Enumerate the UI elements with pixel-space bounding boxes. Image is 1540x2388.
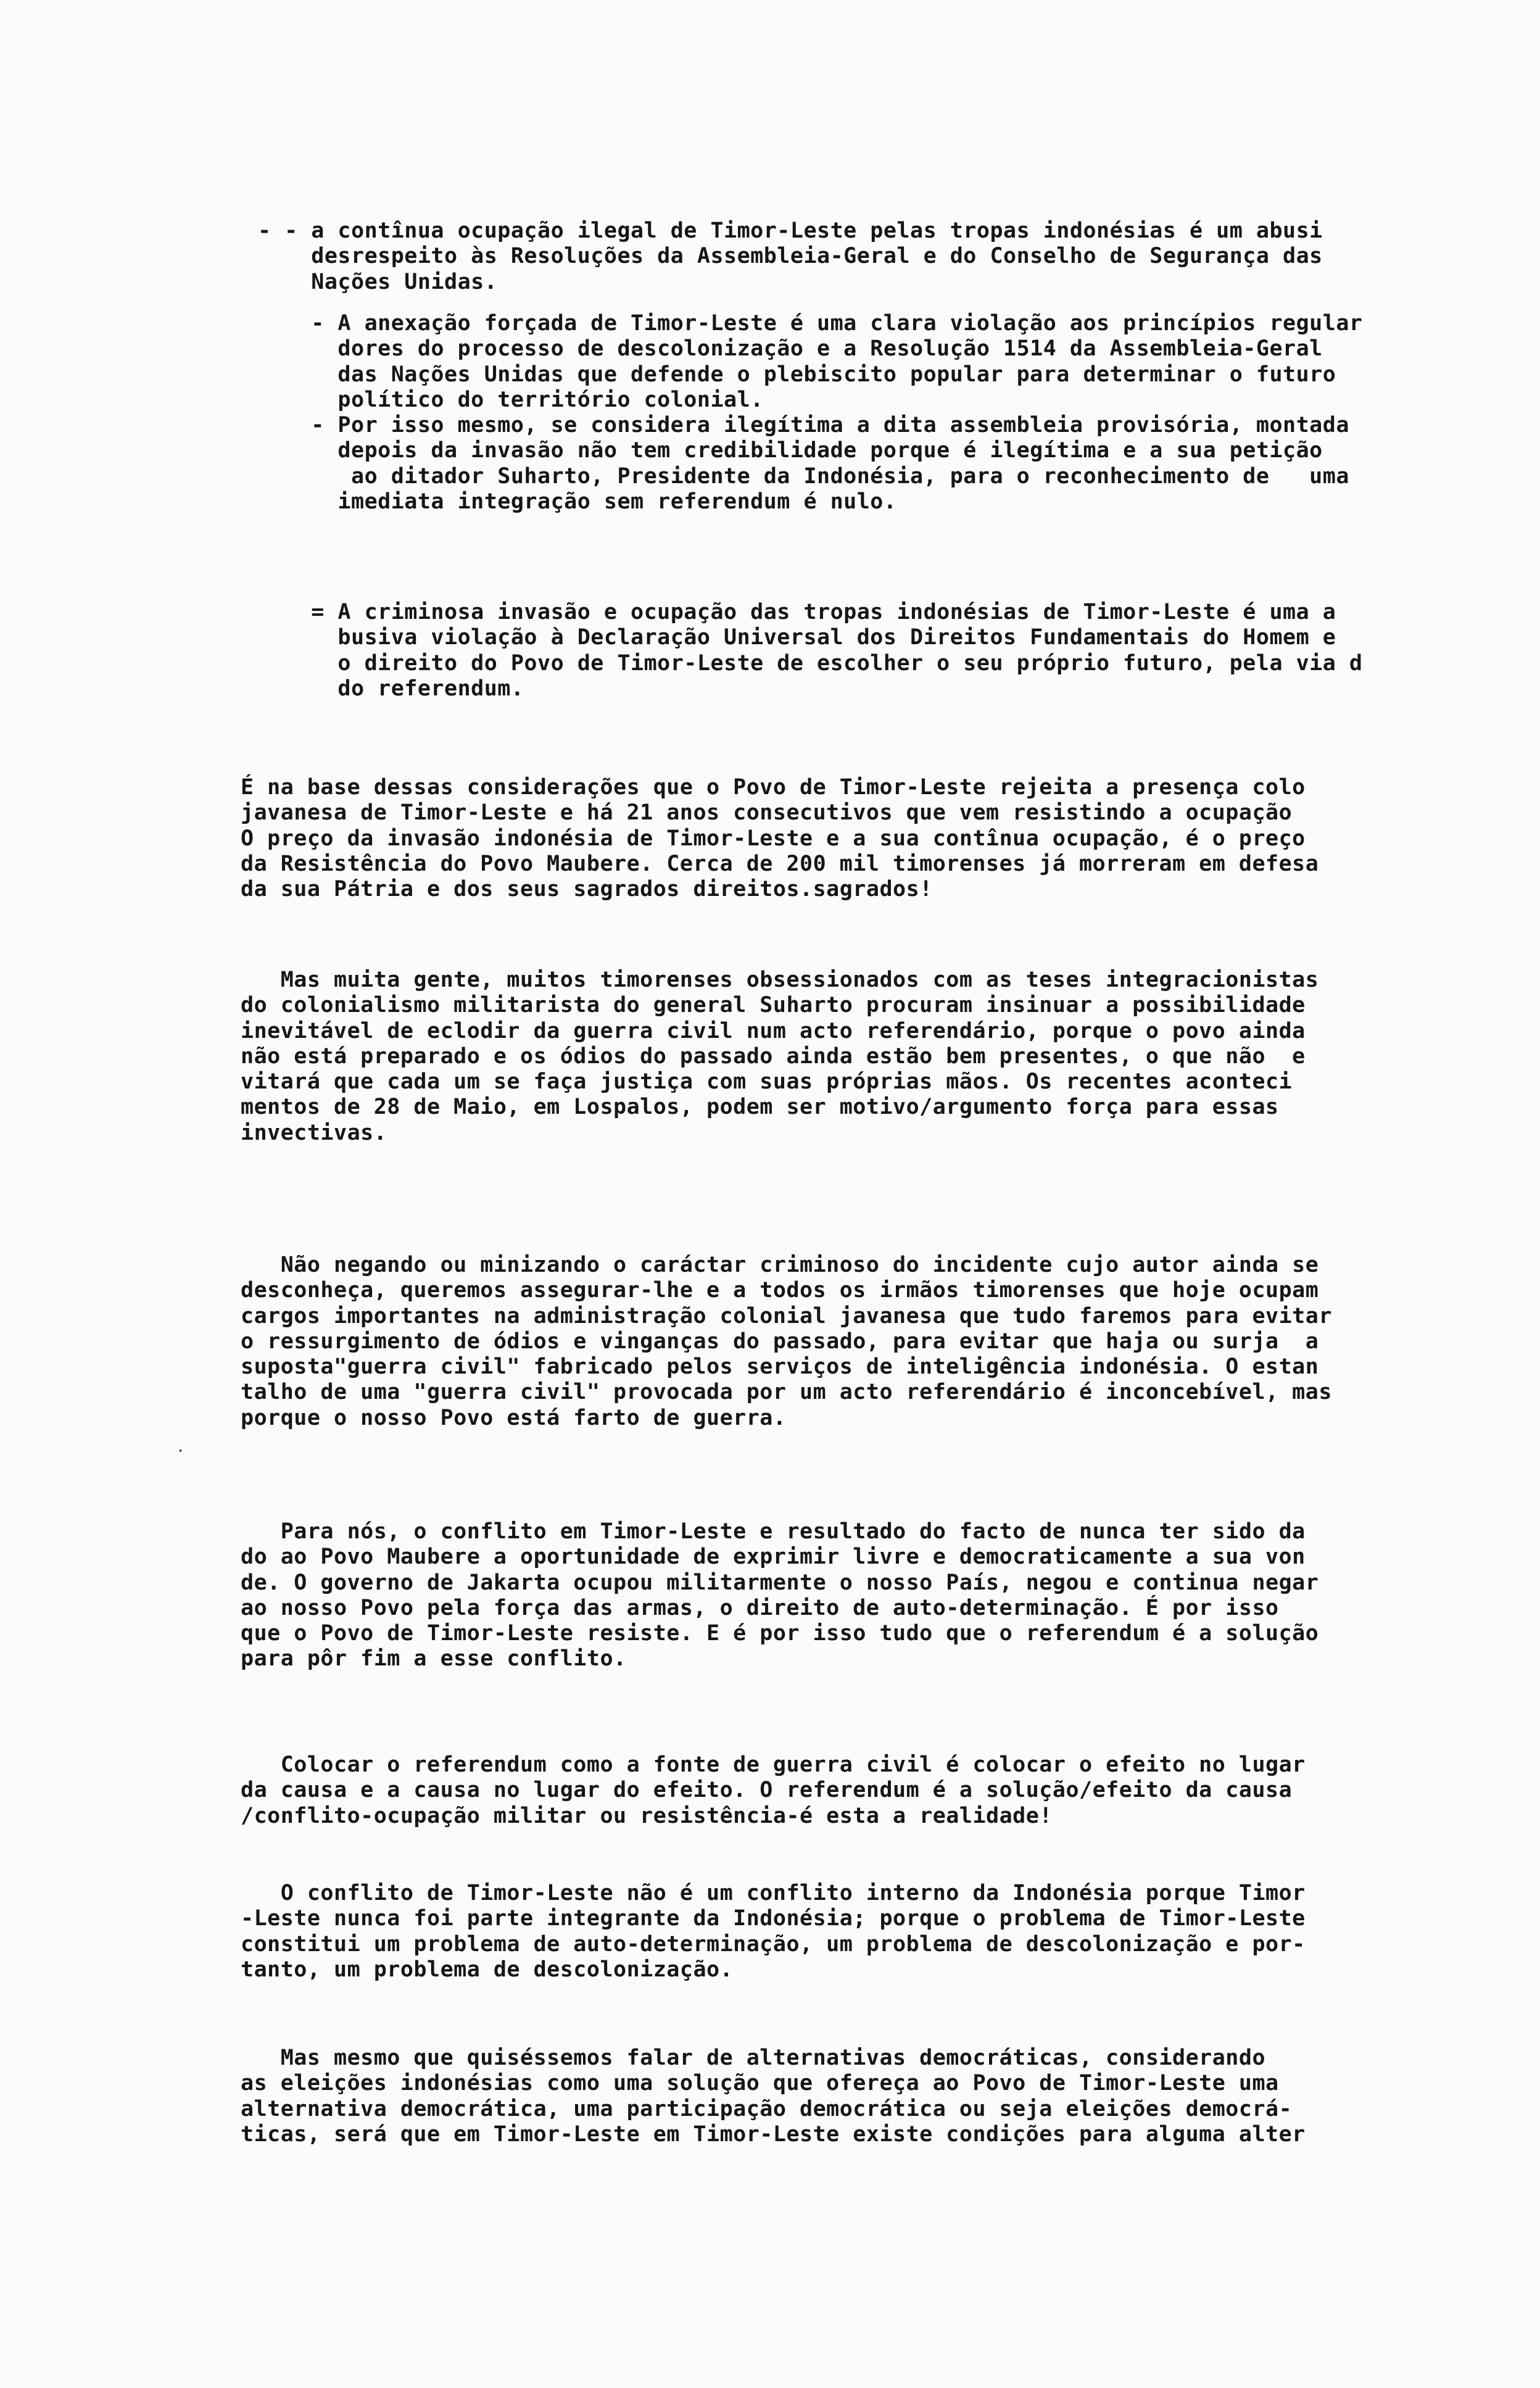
paragraph-not-denying-incident: Não negando ou minizando o caráctar criminoso do incidente cujo autor ainda se desconheça, queremos assegurar-lhe e a todos os irmãos timorenses que hoje ocupam cargos importantes na administração colonial javanesa que tudo faremos para evitar o ressurgimento de ódios e vinganças do passado, para evitar que haja ou surja a suposta"guerra civil" fabricado pelos serviços de inteligência indonésia. O estan talho de uma "guerra civil" provocada por um acto referendário é inconcebível, mas porque o nosso Povo está farto de guerra. [241,1253,1332,1430]
paragraph-conflict-origin: Para nós, o conflito em Timor-Leste e resultado do facto de nunca ter sido da do ao Povo Maubere a oportunidade de exprimir livre e democraticamente a sua von de. O governo de Jakarta ocupou militarmente o nosso País, negou e continua negar ao nosso Povo pela força das armas, o direito de auto-determinação. É por isso que o Povo de Timor-Leste resiste. E é por isso tudo que o referendum é a solução para pôr fim a esse conflito. [241,1519,1319,1672]
paragraph-democratic-alternatives: Mas mesmo que quiséssemos falar de alternativas democráticas, considerando as eleições indonésias como uma solução que ofereça ao Povo de Timor-Leste uma alternativa democrática, uma participação democrática ou seja eleições democrá- ticas, será que em Timor-Leste em Timor-Leste existe condições para alguma alter [241,2046,1306,2147]
paragraph-integrationist-theses: Mas muita gente, muitos timorenses obsessionados com as teses integracionistas do colonialismo militarista do general Suharto procuram insinuar a possibilidade inevitável de eclodir da guerra civil num acto referendário, porque o povo ainda não está preparado e os ódios do passado ainda estão bem presentes, o que não e vitará que cada um se faça justiça com suas próprias mãos. Os recentes aconteci mentos de 28 de Maio, em Lospalos, podem ser motivo/argumento força para essas invectivas. [241,968,1319,1145]
bullet-criminal-invasion: = A criminosa invasão e ocupação das tropas indonésias de Timor-Leste é uma a busiva violação à Declaração Universal dos Direitos Fundamentais do Homem e o direito do Povo de Timor-Leste de escolher o seu próprio futuro, pela via d do referendum. [311,600,1363,701]
paragraph-referendum-cause-effect: Colocar o referendum como a fonte de guerra civil é colocar o efeito no lugar da causa e a causa no lugar do efeito. O referendum é a solução/efeito da causa /conflito-ocupação militar ou resistência-é esta a realidade! [241,1752,1306,1828]
paragraph-not-internal-conflict: O conflito de Timor-Leste não é um conflito interno da Indonésia porque Timor -Leste nunca foi parte integrante da Indonésia; porque o problema de Timor-Leste constitui um problema de auto-determinação, um problema de descolonização e por- tanto, um problema de descolonização. [241,1881,1306,1982]
bullet-annexation-and-assembly: - A anexação forçada de Timor-Leste é uma clara violação aos princípios regular dores do processo de descolonização e a Resolução 1514 da Assembleia-Geral das Nações Unidas que defende o plebiscito popular para determinar o futuro político do território colonial. - Por isso mesmo, se considera ilegítima a dita assembleia provisória, montada depois da invasão não tem credibilidade porque é ilegítima e a sua petição ao ditador Suharto, Presidente da Indonésia, para o reconhecimento de uma imediata integração sem referendum é nulo. [311,311,1363,515]
bullet-abuse-resolutions: - - a contînua ocupação ilegal de Timor-Leste pelas tropas indonésias é um abusi desrespeito às Resoluções da Assembleia-Geral e do Conselho de Segurança das Nações Unidas. [258,218,1323,294]
paragraph-base-considerations: É na base dessas considerações que o Povo de Timor-Leste rejeita a presença colo javanesa de Timor-Leste e há 21 anos consecutivos que vem resistindo a ocupação O preço da invasão indonésia de Timor-Leste e a sua contînua ocupação, é o preço da Resistência do Povo Maubere. Cerca de 200 mil timorenses já morreram em defesa da sua Pátria e dos seus sagrados direitos.sagrados! [241,775,1319,902]
scan-speck: · [176,1444,185,1459]
